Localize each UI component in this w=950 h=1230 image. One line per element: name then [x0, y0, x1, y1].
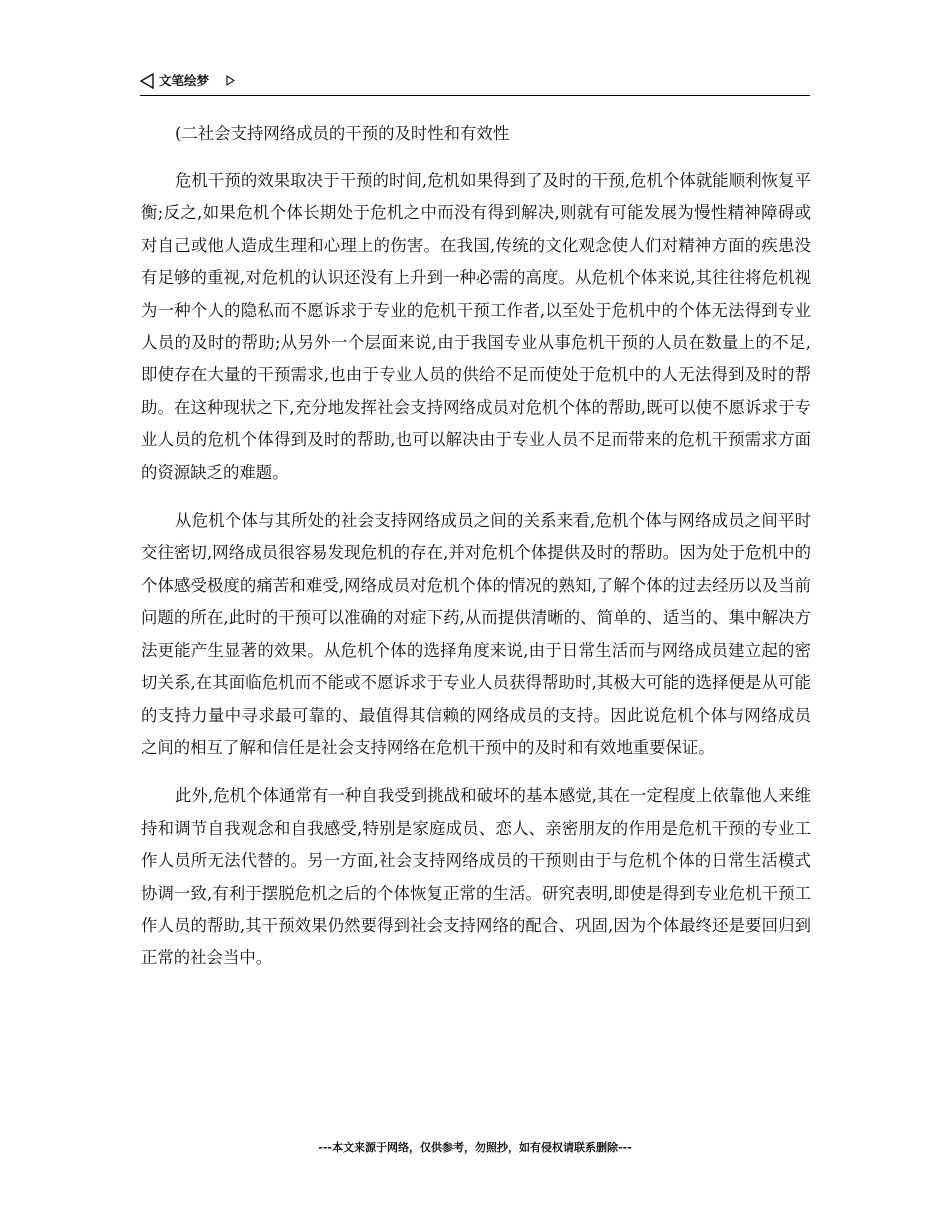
header-title: 文笔绘梦	[159, 73, 210, 88]
page-header	[140, 70, 810, 96]
left-triangle-icon	[140, 73, 154, 89]
paragraph-timeliness: 危机干预的效果取决于干预的时间,危机如果得到了及时的干预,危机个体就能顺利恢复平衡;反之,如果危机个体长期处于危机之中而没有得到解决,则就有可能发展为慢性精神障碍或对自己或他人造成生理和心理上的伤害。在我国,传统的文化观念使人们对精神方面的疾患没有足够的重视,对危机的认识还没有上升到一种必需的高度。从危机个体来说,其往往将危机视为一种个人的隐私而不愿诉求于专业的危机干预工作者,以至处于危机中的个体无法得到专业人员的及时的帮助;从另外一个层面来说,由于我国专业从事危机干预的人员在数量上的不足,即使存在大量的干预需求,也由于专业人员的供给不足而使处于危机中的人无法得到及时的帮助。在这种现状之下,充分地发挥社会支持网络成员对危机个体的帮助,既可以使不愿诉求于专业人员的危机个体得到及时的帮助,也可以解决由于专业人员不足而带来的危机干预需求方面的资源缺乏的难题。	[141, 171, 811, 482]
footer-disclaimer: ---本文来源于网络，仅供参考，勿照抄，如有侵权请联系删除---	[318, 1141, 632, 1154]
paragraph-relationship: 从危机个体与其所处的社会支持网络成员之间的关系来看,危机个体与网络成员之间平时交往密切,网络成员很容易发现危机的存在,并对危机个体提供及时的帮助。因为处于危机中的个体感受极度的痛苦和难受,网络成员对危机个体的情况的熟知,了解个体的过去经历以及当前问题的所在,此时的干预可以准确的对症下药,从而提供清晰的、简单的、适当的、集中解决方法更能产生显著的效果。从危机个体的选择角度来说,由于日常生活而与网络成员建立起的密切关系,在其面临危机而不能或不愿诉求于专业人员获得帮助时,其极大可能的选择便是从可能的支持力量中寻求最可靠的、最值得其信赖的网络成员的支持。因此说危机个体与网络成员之间的相互了解和信任是社会支持网络在危机干预中的及时和有效地重要保证。	[141, 511, 811, 757]
document-body	[141, 117, 811, 975]
section-heading: (二社会支持网络成员的干预的及时性和有效性	[175, 124, 510, 143]
right-triangle-icon	[226, 75, 235, 86]
paragraph-self-concept: 此外,危机个体通常有一种自我受到挑战和破坏的基本感觉,其在一定程度上依靠他人来维持和调节自我观念和自我感受,特别是家庭成员、恋人、亲密朋友的作用是危机干预的专业工作人员所无法代替的。另一方面,社会支持网络成员的干预则由于与危机个体的日常生活模式协调一致,有利于摆脱危机之后的个体恢复正常的生活。研究表明,即使是得到专业危机干预工作人员的帮助,其干预效果仍然要得到社会支持网络的配合、巩固,因为个体最终还是要回归到正常的社会当中。	[141, 786, 811, 968]
